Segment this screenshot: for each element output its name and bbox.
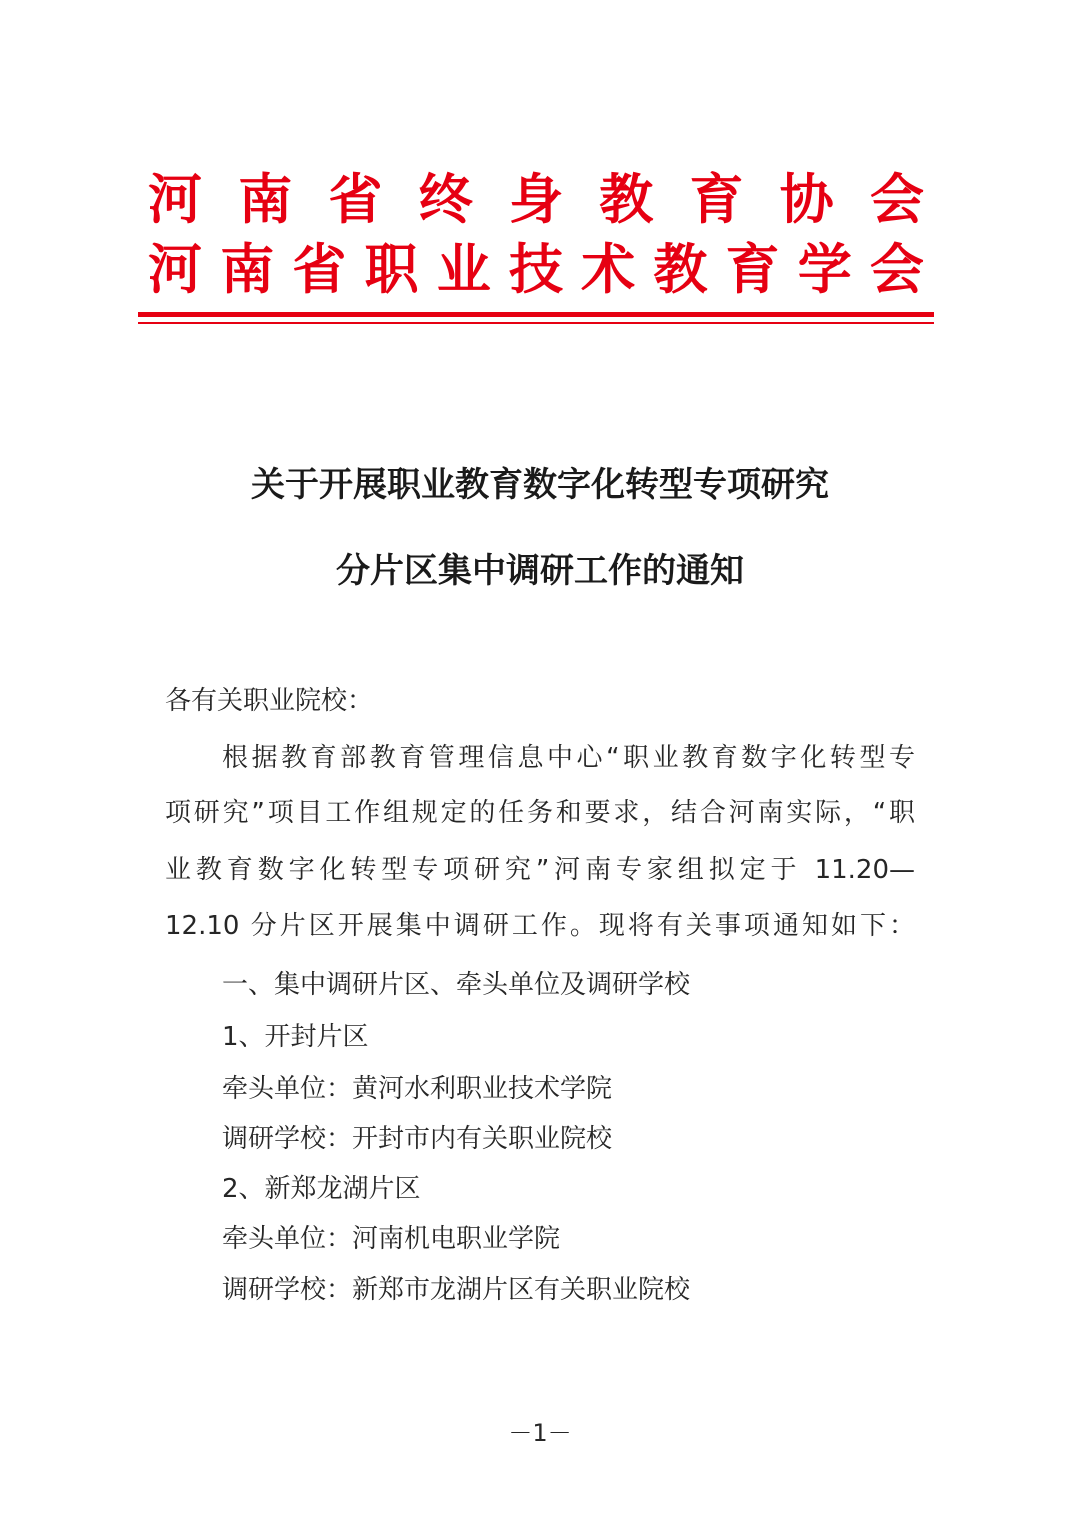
org1-char: 育	[689, 167, 744, 231]
list-item: 2、新郑龙湖片区	[222, 1174, 421, 1204]
paragraph-line: 根据教育部教育管理信息中心“职业教育数字化转型专	[222, 743, 915, 773]
list-item: 牵头单位：黄河水利职业技术学院	[222, 1074, 613, 1104]
paragraph-line: 业教育数字化转型专项研究”河南专家组拟定于 11.20—	[165, 855, 915, 885]
salutation: 各有关职业院校：	[165, 686, 374, 716]
page-number: －1－	[508, 1419, 572, 1447]
document-title-line-1: 关于开展职业教育数字化转型专项研究	[251, 465, 829, 505]
document-title-line-2: 分片区集中调研工作的通知	[336, 551, 744, 591]
issuing-organization-1	[148, 168, 924, 230]
org1-char: 教	[599, 167, 654, 231]
org2-char: 育	[725, 237, 780, 301]
org2-char: 业	[436, 237, 491, 301]
list-item: 1、开封片区	[222, 1022, 369, 1052]
org2-char: 南	[220, 237, 275, 301]
org2-char: 术	[581, 237, 636, 301]
org2-char: 省	[292, 237, 347, 301]
org1-char: 终	[418, 167, 473, 231]
org1-char: 协	[779, 167, 834, 231]
org1-char: 身	[509, 167, 563, 231]
org2-char: 会	[869, 237, 924, 301]
org2-char: 技	[508, 237, 563, 301]
section-heading: 一、集中调研片区、牵头单位及调研学校	[222, 970, 691, 1000]
org1-char: 河	[148, 167, 202, 231]
org1-char: 南	[238, 167, 293, 231]
list-item: 调研学校：开封市内有关职业院校	[222, 1124, 613, 1154]
paragraph-line: 项研究”项目工作组规定的任务和要求，结合河南实际，“职	[165, 798, 915, 828]
header-divider-thick	[138, 312, 934, 317]
org2-char: 学	[797, 237, 852, 301]
list-item: 牵头单位：河南机电职业学院	[222, 1224, 561, 1254]
list-item: 调研学校：新郑市龙湖片区有关职业院校	[222, 1275, 691, 1305]
org1-char: 省	[328, 167, 383, 231]
org2-char: 河	[148, 237, 202, 301]
issuing-organization-2	[148, 238, 924, 300]
header-divider-thin	[138, 322, 934, 324]
org2-char: 教	[653, 237, 708, 301]
org1-char: 会	[870, 167, 924, 231]
org2-char: 职	[364, 237, 419, 301]
paragraph-line: 12.10 分片区开展集中调研工作。现将有关事项通知如下：	[165, 911, 915, 941]
